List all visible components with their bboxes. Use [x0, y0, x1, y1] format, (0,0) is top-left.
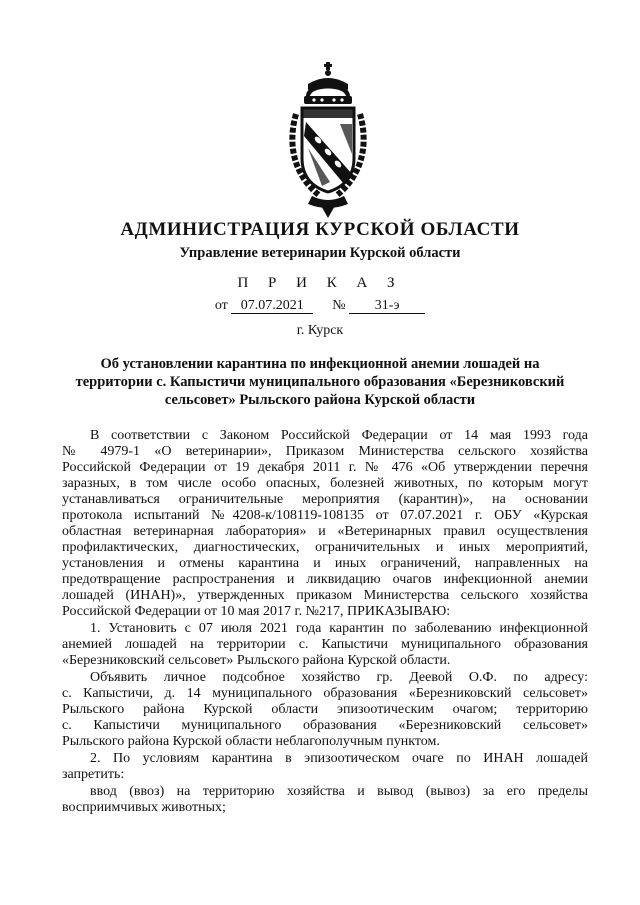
body-line: устанавливаться ограничительные мероприятия (карантин)», на основании — [62, 492, 588, 507]
title-line: сельсовет» Рыльского района Курской области — [164, 392, 476, 408]
body-line: лошадей (ИНАН)», утвержденных приказом Министерства сельского хозяйства — [62, 588, 588, 603]
title-line: Об установлении карантина по инфекционной анемии лошадей на — [100, 356, 540, 372]
body-line: протокола испытаний №4208-к/108119-108135 от 07.07.2021 г. ОБУ «Курская — [62, 508, 588, 523]
body-line: 2. По условиям карантина в эпизоотическом очаге по ИНАН лошадей — [90, 751, 588, 766]
body-line: с. Капыстичи муниципального образования «Березниковский сельсовет» — [62, 718, 588, 733]
body-line: заразных, в том числе особо опасных, болезней животных, по которым могут — [62, 476, 588, 491]
body-line: восприимчивых животных; — [62, 800, 226, 815]
coat-of-arms-emblem — [286, 62, 370, 220]
document-type: П Р И К А З — [237, 275, 403, 291]
title-line: территории с. Капыстичи муниципального образования «Березниковский — [75, 374, 565, 390]
body-line: № 4979-1 «О ветеринарии», Приказом Министерства сельского хозяйства — [62, 444, 588, 459]
date-number-line — [0, 298, 640, 314]
body-line: анемией лошадей на территории с. Капыстичи муниципального образования — [62, 637, 588, 652]
body-line: Объявить личное подсобное хозяйство гр. Деевой О.Ф. по адресу: — [90, 670, 588, 685]
city-name: г. Курск — [296, 323, 344, 338]
body-line: предотвращение распространения и ликвидацию очагов инфекционной анемии — [62, 572, 588, 587]
number-prefix: № — [332, 298, 346, 313]
body-line: Рыльского района Курской области эпизоотическим очагом; территорию — [62, 702, 588, 717]
date-prefix: от — [214, 298, 228, 313]
agency-name: АДМИНИСТРАЦИЯ КУРСКОЙ ОБЛАСТИ — [120, 219, 520, 240]
body-line: Российской Федерации от 19 декабря 2011 г. № 476 «Об утверждении перечня — [62, 460, 588, 475]
body-line: 1. Установить с 07 июля 2021 года карантин по заболеванию инфекционной — [90, 621, 588, 636]
body-line: Рыльского района Курской области неблагополучным пунктом. — [62, 734, 440, 749]
body-line: ввод (ввоз) на территорию хозяйства и вывод (вывоз) за его пределы — [90, 784, 588, 799]
body-line: «Березниковский сельсовет» Рыльского района Курской области. — [62, 653, 451, 668]
body-line: установления и отмены карантина и иных ограничений, направленных на — [62, 556, 588, 571]
order-date: 07.07.2021 — [231, 299, 313, 314]
order-number: 31-э — [349, 299, 425, 314]
body-line: с. Капыстичи, д. 14 муниципального образования «Березниковский сельсовет» — [62, 686, 588, 701]
body-line: В соответствии с Законом Российской Федерации от 14 мая 1993 года — [90, 428, 588, 443]
body-line: запретить: — [62, 767, 125, 782]
body-line: профилактических, диагностических, ограничительных и иных мероприятий, — [62, 540, 588, 555]
department-name: Управление ветеринарии Курской области — [179, 245, 461, 261]
body-line: Российской Федерации от 10 мая 2017 г. №217, ПРИКАЗЫВАЮ: — [62, 604, 451, 619]
body-line: областная ветеринарная лаборатория» и «Ветеринарных правил осуществления — [62, 524, 588, 539]
